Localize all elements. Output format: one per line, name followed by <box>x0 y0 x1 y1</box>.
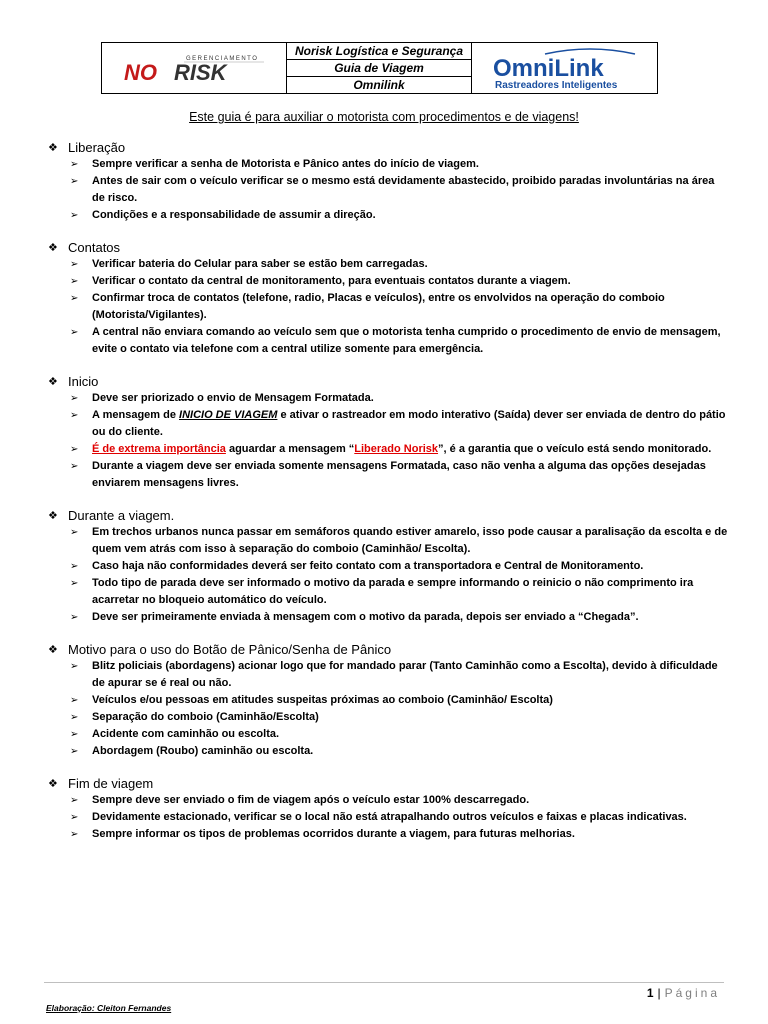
diamond-bullet-icon: ❖ <box>48 643 58 656</box>
section-title: Motivo para o uso do Botão de Pânico/Senha de Pânico <box>68 641 392 657</box>
page-number-value: 1 <box>646 986 654 1000</box>
list-item: ➢ Todo tipo de parada deve ser informado o motivo da parada e sempre informando o reinicio o não comprimento ira acarretar no bloqueio automático do veículo. <box>70 577 694 606</box>
page-number <box>647 986 720 1000</box>
header-table <box>101 42 658 94</box>
arrow-bullet-icon: ➢ <box>70 461 79 472</box>
arrow-bullet-icon: ➢ <box>70 746 79 757</box>
diamond-bullet-icon: ❖ <box>48 241 58 254</box>
arrow-bullet-icon: ➢ <box>70 444 79 455</box>
arrow-bullet-icon: ➢ <box>70 795 79 806</box>
svg-text:OmniLink: OmniLink <box>492 55 604 82</box>
arrow-bullet-icon: ➢ <box>70 612 79 623</box>
list-item: ➢ Separação do comboio (Caminhão/Escolta) <box>48 709 728 726</box>
list-item: ➢ Confirmar troca de contatos (telefone, radio, Placas e veículos), entre os envolvidos na operação do comboio (Motorista/Vigilantes). <box>70 292 665 321</box>
footer-divider <box>44 982 724 983</box>
arrow-bullet-icon: ➢ <box>70 327 79 338</box>
list-item: ➢ Acidente com caminhão ou escolta. <box>48 726 728 743</box>
omnilink-logo <box>472 43 657 93</box>
section-contatos <box>48 238 728 358</box>
arrow-bullet-icon: ➢ <box>70 578 79 589</box>
arrow-bullet-icon: ➢ <box>70 210 79 221</box>
arrow-bullet-icon: ➢ <box>70 729 79 740</box>
list-item: ➢ Abordagem (Roubo) caminhão ou escolta. <box>48 743 728 760</box>
diamond-bullet-icon: ❖ <box>48 375 58 388</box>
page-separator: | <box>657 986 661 1000</box>
author-credit: Elaboração: Cleiton Fernandes <box>46 1003 172 1013</box>
emphasis-text: INICIO DE VIAGEM <box>179 409 278 421</box>
arrow-bullet-icon: ➢ <box>70 293 79 304</box>
list-item: ➢ A mensagem de INICIO DE VIAGEM e ativar o rastreador em modo interativo (Saída) dever ser enviada de dentro do pátio ou do cliente. <box>70 409 726 438</box>
arrow-bullet-icon: ➢ <box>70 829 79 840</box>
svg-text:NO: NO <box>124 60 157 85</box>
section-title: Durante a viagem. <box>68 507 175 523</box>
section-title: Liberação <box>68 139 126 155</box>
arrow-bullet-icon: ➢ <box>70 259 79 270</box>
arrow-bullet-icon: ➢ <box>70 812 79 823</box>
arrow-bullet-icon: ➢ <box>70 410 79 421</box>
header-partner: Omnilink <box>353 78 405 92</box>
diamond-bullet-icon: ❖ <box>48 509 58 522</box>
arrow-bullet-icon: ➢ <box>70 159 79 170</box>
arrow-bullet-icon: ➢ <box>70 561 79 572</box>
list-item: ➢ Antes de sair com o veículo verificar se o mesmo está devidamente abastecido, proibido paradas involuntárias na área de risco. <box>70 175 715 204</box>
list-item: ➢ Veículos e/ou pessoas em atitudes suspeitas próximas ao comboio (Caminhão/ Escolta) <box>48 692 728 709</box>
list-item: ➢ Verificar bateria do Celular para saber se estão bem carregadas. <box>48 256 728 273</box>
arrow-bullet-icon: ➢ <box>70 527 79 538</box>
section-title: Inicio <box>68 373 99 389</box>
header-title-block <box>287 43 472 93</box>
diamond-bullet-icon: ❖ <box>48 141 58 154</box>
section-botao-panico <box>48 640 728 760</box>
section-title: Contatos <box>68 239 121 255</box>
guide-content <box>48 138 728 857</box>
highlight-text: Liberado Norisk <box>354 443 439 455</box>
arrow-bullet-icon: ➢ <box>70 712 79 723</box>
section-inicio <box>48 372 728 492</box>
section-durante-viagem <box>48 506 728 626</box>
list-item: ➢ Sempre deve ser enviado o fim de viagem após o veículo estar 100% descarregado. <box>48 792 728 809</box>
list-item: ➢ Blitz policiais (abordagens) acionar logo que for mandado parar (Tanto Caminhão como a Escolta), devido à dificuldade de apurar se é real ou não. <box>70 660 718 689</box>
list-item: ➢ Deve ser primeiramente enviada à mensagem com o motivo da parada, depois ser enviado a “Chegada”. <box>48 609 728 626</box>
list-item: ➢ É de extrema importância aguardar a mensagem “Liberado Norisk”, é a garantia que o veículo está sendo monitorado. <box>48 441 728 458</box>
list-item: ➢ Caso haja não conformidades deverá ser feito contato com a transportadora e Central de Monitoramento. <box>48 558 728 575</box>
arrow-bullet-icon: ➢ <box>70 176 79 187</box>
list-item: ➢ Durante a viagem deve ser enviada somente mensagens Formatada, caso não venha a alguma das opções desejadas enviarem mensagens livres. <box>70 460 706 489</box>
norisk-logo <box>102 43 287 93</box>
page-label: Página <box>664 986 720 1000</box>
section-fim-viagem <box>48 774 728 843</box>
intro-text: Este guia é para auxiliar o motorista com procedimentos e de viagens! <box>189 110 579 124</box>
highlight-text: É de extrema importância <box>92 443 226 455</box>
diamond-bullet-icon: ❖ <box>48 777 58 790</box>
svg-text:GERENCIAMENTO: GERENCIAMENTO <box>186 56 259 62</box>
list-item: ➢ Condições e a responsabilidade de assumir a direção. <box>48 207 728 224</box>
arrow-bullet-icon: ➢ <box>70 276 79 287</box>
arrow-bullet-icon: ➢ <box>70 393 79 404</box>
list-item: ➢ Deve ser priorizado o envio de Mensagem Formatada. <box>48 390 728 407</box>
list-item: ➢ Em trechos urbanos nunca passar em semáforos quando estiver amarelo, isso pode causar a paralisação da escolta e de quem vem atrás com isso à separação do comboio (Caminhão/ Escolta). <box>70 526 728 555</box>
list-item: ➢ A central não enviara comando ao veículo sem que o motorista tenha cumprido o procedimento de envio de mensagem, evite o contato via telefone com a central utilize somente para emergência. <box>70 326 721 355</box>
arrow-bullet-icon: ➢ <box>70 661 79 672</box>
svg-text:Rastreadores Inteligentes: Rastreadores Inteligentes <box>494 80 617 90</box>
svg-text:RISK: RISK <box>174 60 227 85</box>
header-company: Norisk Logística e Segurança <box>287 43 471 60</box>
list-item: ➢ Devidamente estacionado, verificar se o local não está atrapalhando outros veículos e faixas e placas indicativas. <box>48 809 728 826</box>
header-doc-title: Guia de Viagem <box>287 60 471 77</box>
list-item: ➢ Sempre verificar a senha de Motorista e Pânico antes do início de viagem. <box>48 156 728 173</box>
arrow-bullet-icon: ➢ <box>70 695 79 706</box>
list-item: ➢ Verificar o contato da central de monitoramento, para eventuais contatos durante a viagem. <box>48 273 728 290</box>
section-title: Fim de viagem <box>68 775 154 791</box>
list-item: ➢ Sempre informar os tipos de problemas ocorridos durante a viagem, para futuras melhorias. <box>48 826 728 843</box>
section-liberacao <box>48 138 728 224</box>
